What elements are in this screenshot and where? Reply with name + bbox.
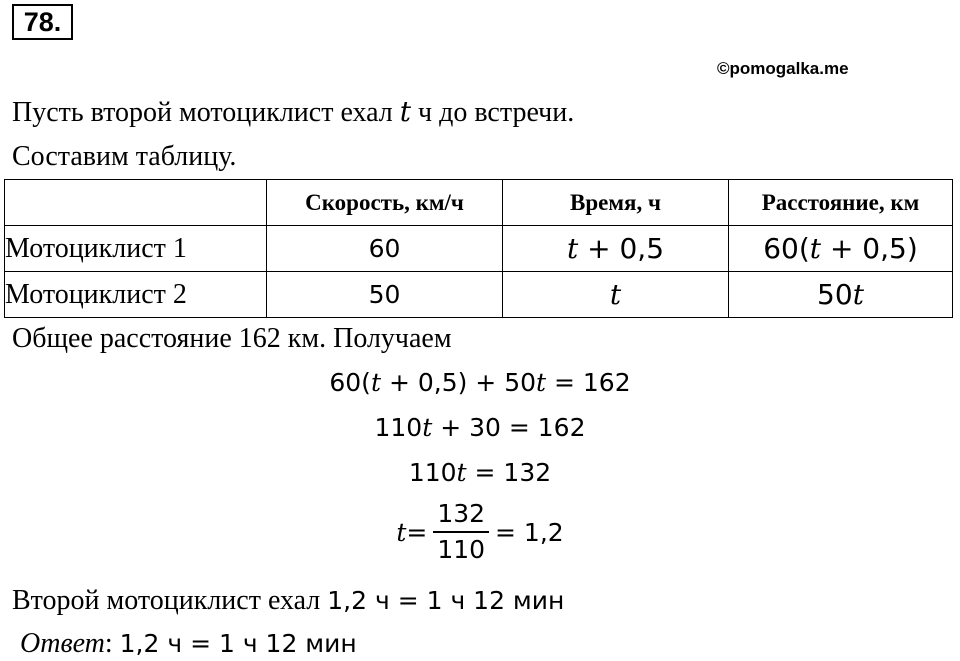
speed-cell: 50 xyxy=(267,272,503,318)
eq1-part-c: = 162 xyxy=(546,368,631,397)
dist-pre: 50 xyxy=(817,278,853,311)
table-row xyxy=(5,272,953,318)
intro-line-1 xyxy=(12,95,574,130)
eq2-part-a: 110 xyxy=(374,413,423,442)
eq2-var: t xyxy=(422,413,433,442)
eq3-part-a: 110 xyxy=(408,458,457,487)
variable-t: t xyxy=(399,95,412,128)
distance-cell xyxy=(729,226,953,272)
problem-number: 78. xyxy=(12,4,73,40)
conclusion-line xyxy=(12,584,564,618)
time-var: t xyxy=(609,278,622,311)
dist-var: t xyxy=(852,278,864,311)
eq1-part-a: 60( xyxy=(329,368,371,397)
time-cell xyxy=(503,272,729,318)
table-header-distance: Расстояние, км xyxy=(729,180,953,226)
time-rest: + 0,5 xyxy=(578,232,665,265)
time-cell xyxy=(503,226,729,272)
watermark: ©pomogalka.me xyxy=(717,59,849,78)
eq1-var-1: t xyxy=(370,368,381,397)
intro-text-before: Пусть второй мотоциклист ехал xyxy=(12,97,400,128)
answer-label: Ответ xyxy=(20,628,105,659)
answer-colon: : xyxy=(104,628,120,659)
row-label: Мотоциклист 1 xyxy=(5,226,267,272)
dist-post: + 0,5) xyxy=(821,232,918,265)
eq2-part-b: + 30 = 162 xyxy=(432,413,586,442)
distance-cell xyxy=(729,272,953,318)
fraction xyxy=(433,497,489,567)
eq3-part-b: = 132 xyxy=(466,458,552,487)
conclusion-value: 1,2 ч = 1 ч 12 мин xyxy=(327,586,565,615)
dist-var: t xyxy=(809,232,822,265)
table-header-time: Время, ч xyxy=(503,180,729,226)
after-table-text: Общее расстояние 162 км. Получаем xyxy=(12,323,452,354)
fraction-denominator: 110 xyxy=(437,535,486,564)
equation-4 xyxy=(0,497,960,577)
intro-line-2: Составим таблицу. xyxy=(12,141,237,172)
data-table xyxy=(4,179,953,318)
table-header-speed: Скорость, км/ч xyxy=(267,180,503,226)
fraction-equation xyxy=(396,497,563,567)
table-header-empty xyxy=(5,180,267,226)
eq4-equals: = xyxy=(406,517,428,547)
fraction-numerator: 132 xyxy=(437,499,486,528)
eq3-var: t xyxy=(456,458,467,487)
equation-3 xyxy=(0,456,960,490)
time-var: t xyxy=(566,232,579,265)
equation-2 xyxy=(0,411,960,445)
dist-pre: 60( xyxy=(763,232,810,265)
answer-line xyxy=(20,627,357,661)
eq1-part-b: + 0,5) + 50 xyxy=(381,368,537,397)
row-label: Мотоциклист 2 xyxy=(5,272,267,318)
eq4-var: t xyxy=(396,517,407,547)
intro-text-after: ч до встречи. xyxy=(411,97,575,128)
eq4-result: = 1,2 xyxy=(495,517,564,547)
conclusion-text: Второй мотоциклист ехал xyxy=(12,585,328,616)
answer-value: 1,2 ч = 1 ч 12 мин xyxy=(119,629,357,658)
table-header-row xyxy=(5,180,953,226)
equation-1 xyxy=(0,366,960,400)
table-row xyxy=(5,226,953,272)
speed-cell: 60 xyxy=(267,226,503,272)
eq1-var-2: t xyxy=(536,368,547,397)
